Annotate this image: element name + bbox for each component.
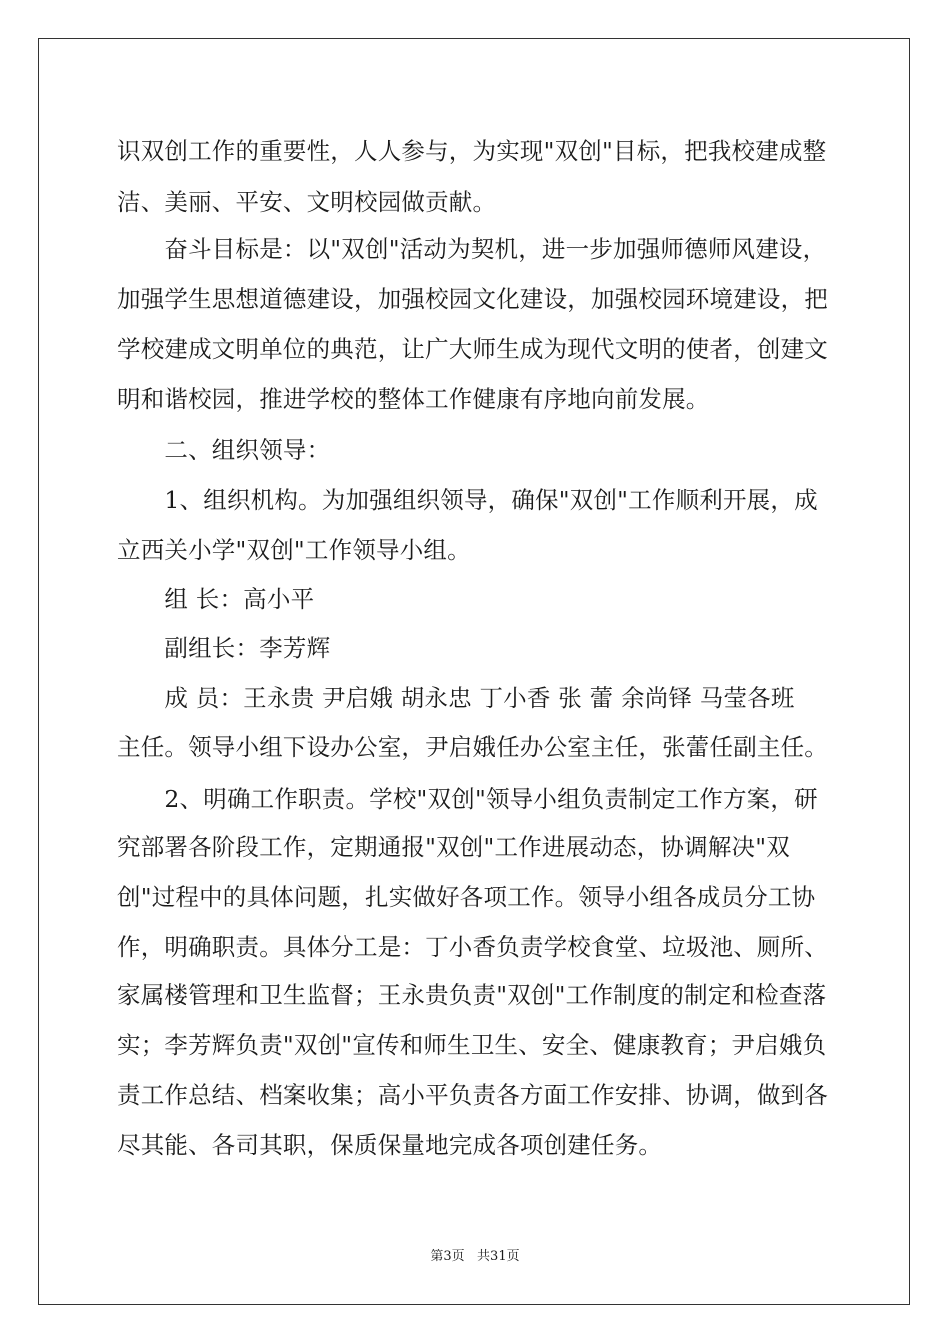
text-line: 明和谐校园，推进学校的整体工作健康有序地向前发展。 (117, 385, 710, 413)
section-heading: 二、组织领导： (117, 436, 331, 464)
text-line: 加强学生思想道德建设，加强校园文化建设，加强校园环境建设，把 (117, 285, 828, 313)
text-line: 奋斗目标是：以"双创"活动为契机，进一步加强师德师风建设， (117, 235, 827, 263)
text-line: 主任。领导小组下设办公室，尹启娥任办公室主任，张蕾任副主任。 (117, 733, 828, 761)
text-line: 副组长：李芳辉 (117, 634, 331, 662)
page-border (38, 38, 910, 1305)
text-line: 成 员：王永贵 尹启娥 胡永忠 丁小香 张 蕾 余尚铎 马莹各班 (117, 684, 795, 712)
text-line: 家属楼管理和卫生监督；王永贵负责"双创"工作制度的制定和检查落 (117, 981, 827, 1009)
text-line: 组 长：高小平 (117, 585, 315, 613)
page-number-footer: 第3页 共31页 (430, 1249, 520, 1264)
text-line: 1、组织机构。为加强组织领导，确保"双创"工作顺利开展，成 (117, 486, 818, 514)
text-line: 尽其能、各司其职，保质保量地完成各项创建任务。 (117, 1131, 663, 1159)
text-line: 创"过程中的具体问题，扎实做好各项工作。领导小组各成员分工协 (117, 883, 816, 911)
text-line: 究部署各阶段工作，定期通报"双创"工作进展动态，协调解决"双 (117, 833, 790, 861)
text-line: 识双创工作的重要性，人人参与，为实现"双创"目标，把我校建成整 (117, 137, 827, 165)
text-line: 洁、美丽、平安、文明校园做贡献。 (117, 188, 497, 216)
text-line: 学校建成文明单位的典范，让广大师生成为现代文明的使者，创建文 (117, 335, 828, 363)
text-line: 2、明确工作职责。学校"双创"领导小组负责制定工作方案，研 (117, 785, 818, 813)
text-line: 责工作总结、档案收集；高小平负责各方面工作安排、协调，做到各 (117, 1081, 828, 1109)
text-line: 实；李芳辉负责"双创"宣传和师生卫生、安全、健康教育；尹启娥负 (117, 1031, 827, 1059)
text-line: 作，明确职责。具体分工是：丁小香负责学校食堂、垃圾池、厕所、 (117, 933, 828, 961)
text-line: 立西关小学"双创"工作领导小组。 (117, 536, 471, 564)
